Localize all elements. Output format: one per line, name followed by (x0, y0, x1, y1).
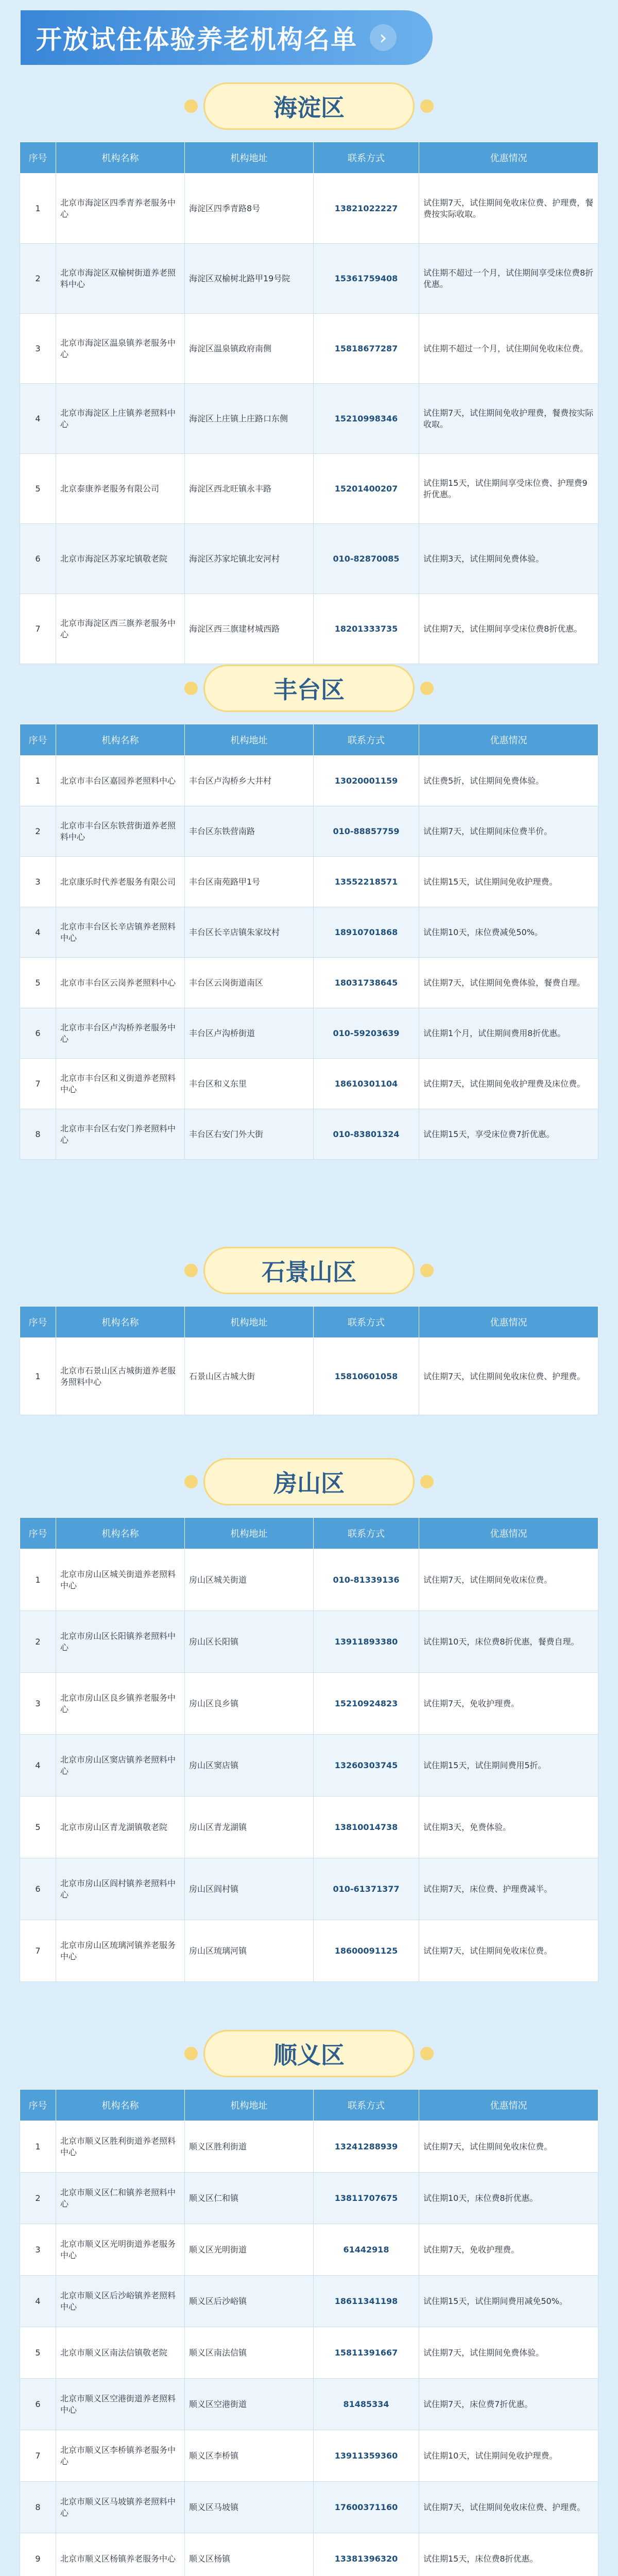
contact-phone[interactable]: 15810601058 (314, 1338, 419, 1415)
row-number: 3 (20, 2224, 56, 2276)
offer-details: 试住期7天，床位费、护理费减半。 (419, 1858, 598, 1920)
row-number: 5 (20, 958, 56, 1008)
institution-name: 北京市房山区城关街道养老照料中心 (56, 1549, 185, 1611)
row-number: 4 (20, 2276, 56, 2327)
institution-name: 北京市丰台区右安门养老照料中心 (56, 1109, 185, 1160)
table-header-row (20, 2090, 598, 2121)
column-header: 优惠情况 (419, 2090, 598, 2121)
contact-phone[interactable]: 13552218571 (314, 857, 419, 907)
offer-details: 试住期7天，试住期间免收护理费及床位费。 (419, 1059, 598, 1109)
table-row (20, 2379, 598, 2430)
contact-phone[interactable]: 010-81339136 (314, 1549, 419, 1611)
institution-name: 北京市丰台区东铁营街道养老照料中心 (56, 806, 185, 857)
column-header: 序号 (20, 2090, 56, 2121)
column-header: 优惠情况 (419, 1518, 598, 1549)
offer-details: 试住期3天，免费体验。 (419, 1797, 598, 1858)
institution-address: 丰台区长辛店镇朱家坟村 (185, 907, 314, 958)
row-number: 2 (20, 2173, 56, 2224)
column-header: 联系方式 (314, 1307, 419, 1338)
column-header: 优惠情况 (419, 142, 598, 174)
contact-phone[interactable]: 15201400207 (314, 454, 419, 524)
column-header: 机构地址 (185, 724, 314, 756)
contact-phone[interactable]: 13811707675 (314, 2173, 419, 2224)
institution-address: 丰台区南苑路甲1号 (185, 857, 314, 907)
institution-name: 北京市顺义区后沙峪镇养老照料中心 (56, 2276, 185, 2327)
offer-details: 试住期3天，试住期间免费体验。 (419, 524, 598, 594)
district-title: 丰台区 (203, 665, 415, 712)
offer-details: 试住期不超过一个月，试住期间免收床位费。 (419, 314, 598, 384)
table-row (20, 1797, 598, 1858)
row-number: 2 (20, 1611, 56, 1673)
row-number: 4 (20, 1735, 56, 1797)
column-header: 机构地址 (185, 142, 314, 174)
contact-phone[interactable]: 15361759408 (314, 244, 419, 314)
district-table (20, 2089, 598, 2576)
column-header: 机构名称 (56, 1307, 185, 1338)
table-row (20, 1109, 598, 1160)
table-row (20, 2482, 598, 2533)
offer-details: 试住期不超过一个月，试住期间享受床位费8折优惠。 (419, 244, 598, 314)
institution-name: 北京市房山区窦店镇养老照料中心 (56, 1735, 185, 1797)
offer-details: 试住期10天，试住期间免收护理费。 (419, 2430, 598, 2482)
row-number: 3 (20, 857, 56, 907)
table-row (20, 1858, 598, 1920)
column-header: 机构名称 (56, 1518, 185, 1549)
offer-details: 试住期7天，床位费7折优惠。 (419, 2379, 598, 2430)
table-row (20, 2430, 598, 2482)
offer-details: 试住期10天，床位费8折优惠，餐费自理。 (419, 1611, 598, 1673)
row-number: 7 (20, 1920, 56, 1982)
institution-table (20, 1517, 598, 1982)
table-row (20, 2533, 598, 2576)
offer-details: 试住期7天，试住期间床位费半价。 (419, 806, 598, 857)
institution-address: 顺义区空港街道 (185, 2379, 314, 2430)
column-header: 联系方式 (314, 724, 419, 756)
institution-address: 石景山区古城大街 (185, 1338, 314, 1415)
district-table (20, 142, 598, 664)
table-row (20, 1673, 598, 1735)
institution-name: 北京市海淀区苏家坨镇敬老院 (56, 524, 185, 594)
table-row (20, 1920, 598, 1982)
column-header: 联系方式 (314, 1518, 419, 1549)
row-number: 6 (20, 2379, 56, 2430)
institution-address: 顺义区后沙峪镇 (185, 2276, 314, 2327)
table-row (20, 2224, 598, 2276)
contact-phone[interactable]: 18031738645 (314, 958, 419, 1008)
table-row (20, 1008, 598, 1059)
page-title: 开放试住体验养老机构名单 (36, 25, 357, 55)
table-row (20, 806, 598, 857)
contact-phone[interactable]: 15210998346 (314, 384, 419, 454)
row-number: 8 (20, 1109, 56, 1160)
offer-details: 试住期1个月，试住期间费用8折优惠。 (419, 1008, 598, 1059)
institution-name: 北京市丰台区和义街道养老照料中心 (56, 1059, 185, 1109)
contact-phone[interactable]: 18910701868 (314, 907, 419, 958)
institution-name: 北京市顺义区胜利街道养老照料中心 (56, 2121, 185, 2173)
row-number: 6 (20, 524, 56, 594)
row-number: 7 (20, 1059, 56, 1109)
institution-name: 北京市石景山区古城街道养老服务照料中心 (56, 1338, 185, 1415)
institution-address: 房山区青龙湖镇 (185, 1797, 314, 1858)
table-row (20, 174, 598, 244)
institution-name: 北京市房山区琉璃河镇养老服务中心 (56, 1920, 185, 1982)
district-table (20, 1517, 598, 1982)
table-row (20, 958, 598, 1008)
district-title: 顺义区 (203, 2030, 415, 2077)
institution-address: 房山区琉璃河镇 (185, 1920, 314, 1982)
offer-details: 试住期10天，床位费8折优惠。 (419, 2173, 598, 2224)
institution-address: 丰台区东铁营南路 (185, 806, 314, 857)
table-row (20, 524, 598, 594)
institution-address: 海淀区双榆树北路甲19号院 (185, 244, 314, 314)
institution-name: 北京泰康养老服务有限公司 (56, 454, 185, 524)
column-header: 序号 (20, 1518, 56, 1549)
table-row (20, 244, 598, 314)
table-row (20, 1611, 598, 1673)
contact-phone[interactable]: 13911359360 (314, 2430, 419, 2482)
institution-address: 房山区长阳镇 (185, 1611, 314, 1673)
offer-details: 试住期15天，试住期间免收护理费。 (419, 857, 598, 907)
table-row (20, 1338, 598, 1415)
institution-table (20, 724, 598, 1160)
district-title: 石景山区 (203, 1247, 415, 1294)
column-header: 优惠情况 (419, 724, 598, 756)
row-number: 4 (20, 907, 56, 958)
district-table (20, 724, 598, 1160)
institution-address: 海淀区苏家坨镇北安河村 (185, 524, 314, 594)
institution-name: 北京市顺义区杨镇养老服务中心 (56, 2533, 185, 2576)
contact-phone[interactable]: 18610301104 (314, 1059, 419, 1109)
column-header: 联系方式 (314, 142, 419, 174)
offer-details: 试住期10天，床位费减免50%。 (419, 907, 598, 958)
table-row (20, 454, 598, 524)
column-header: 序号 (20, 724, 56, 756)
table-header-row (20, 1518, 598, 1549)
institution-name: 北京市房山区长阳镇养老照料中心 (56, 1611, 185, 1673)
column-header: 机构名称 (56, 724, 185, 756)
institution-name: 北京市房山区阎村镇养老照料中心 (56, 1858, 185, 1920)
table-row (20, 857, 598, 907)
offer-details: 试住期7天，试住期间免收床位费。 (419, 1920, 598, 1982)
row-number: 9 (20, 2533, 56, 2576)
row-number: 4 (20, 384, 56, 454)
row-number: 2 (20, 244, 56, 314)
institution-name: 北京市海淀区温泉镇养老服务中心 (56, 314, 185, 384)
institution-address: 丰台区卢沟桥乡大井村 (185, 756, 314, 806)
institution-name: 北京市海淀区双榆树街道养老照料中心 (56, 244, 185, 314)
institution-name: 北京市丰台区卢沟桥养老服务中心 (56, 1008, 185, 1059)
offer-details: 试住期7天，试住期间免费体验。 (419, 2327, 598, 2379)
row-number: 5 (20, 1797, 56, 1858)
district-title: 海淀区 (203, 82, 415, 130)
offer-details: 试住费5折，试住期间免费体验。 (419, 756, 598, 806)
column-header: 优惠情况 (419, 1307, 598, 1338)
institution-name: 北京市顺义区马坡镇养老照料中心 (56, 2482, 185, 2533)
row-number: 6 (20, 1008, 56, 1059)
institution-table (20, 1306, 598, 1415)
column-header: 序号 (20, 142, 56, 174)
row-number: 1 (20, 756, 56, 806)
table-header-row (20, 1307, 598, 1338)
contact-phone[interactable]: 18600091125 (314, 1920, 419, 1982)
offer-details: 试住期7天，试住期间免收床位费、护理费。 (419, 2482, 598, 2533)
row-number: 7 (20, 2430, 56, 2482)
institution-name: 北京市房山区良乡镇养老服务中心 (56, 1673, 185, 1735)
institution-name: 北京市丰台区云岗养老照料中心 (56, 958, 185, 1008)
offer-details: 试住期7天，免收护理费。 (419, 2224, 598, 2276)
row-number: 3 (20, 1673, 56, 1735)
institution-address: 顺义区仁和镇 (185, 2173, 314, 2224)
column-header: 联系方式 (314, 2090, 419, 2121)
column-header: 机构名称 (56, 142, 185, 174)
contact-phone[interactable]: 13381396320 (314, 2533, 419, 2576)
institution-name: 北京市海淀区西三旗养老服务中心 (56, 594, 185, 664)
offer-details: 试住期15天，试住期间享受床位费、护理费9折优惠。 (419, 454, 598, 524)
institution-name: 北京市顺义区光明街道养老服务中心 (56, 2224, 185, 2276)
offer-details: 试住期15天，享受床位费7折优惠。 (419, 1109, 598, 1160)
institution-address: 顺义区南法信镇 (185, 2327, 314, 2379)
row-number: 2 (20, 806, 56, 857)
row-number: 7 (20, 594, 56, 664)
contact-phone[interactable]: 15210924823 (314, 1673, 419, 1735)
contact-phone[interactable]: 13241288939 (314, 2121, 419, 2173)
contact-phone[interactable]: 010-61371377 (314, 1858, 419, 1920)
contact-phone[interactable]: 010-83801324 (314, 1109, 419, 1160)
table-row (20, 384, 598, 454)
column-header: 机构地址 (185, 2090, 314, 2121)
contact-phone[interactable]: 13821022227 (314, 174, 419, 244)
contact-phone[interactable]: 17600371160 (314, 2482, 419, 2533)
institution-name: 北京市房山区青龙湖镇敬老院 (56, 1797, 185, 1858)
offer-details: 试住期15天，试住期间费用5折。 (419, 1735, 598, 1797)
contact-phone[interactable]: 13020001159 (314, 756, 419, 806)
institution-table (20, 142, 598, 664)
institution-address: 房山区城关街道 (185, 1549, 314, 1611)
institution-name: 北京市顺义区李桥镇养老服务中心 (56, 2430, 185, 2482)
institution-address: 丰台区云岗街道南区 (185, 958, 314, 1008)
offer-details: 试住期7天，试住期间免收床位费。 (419, 2121, 598, 2173)
offer-details: 试住期7天，试住期间享受床位费8折优惠。 (419, 594, 598, 664)
offer-details: 试住期7天，试住期间免费体验，餐费自理。 (419, 958, 598, 1008)
contact-phone[interactable]: 81485334 (314, 2379, 419, 2430)
institution-name: 北京市顺义区南法信镇敬老院 (56, 2327, 185, 2379)
institution-address: 顺义区李桥镇 (185, 2430, 314, 2482)
institution-address: 海淀区温泉镇政府南侧 (185, 314, 314, 384)
table-row (20, 756, 598, 806)
row-number: 5 (20, 454, 56, 524)
institution-name: 北京市丰台区长辛店镇养老照料中心 (56, 907, 185, 958)
row-number: 1 (20, 1338, 56, 1415)
table-row (20, 314, 598, 384)
institution-address: 房山区窦店镇 (185, 1735, 314, 1797)
contact-phone[interactable]: 010-59203639 (314, 1008, 419, 1059)
table-row (20, 594, 598, 664)
table-row (20, 2121, 598, 2173)
district-title: 房山区 (203, 1458, 415, 1505)
institution-name: 北京市顺义区仁和镇养老照料中心 (56, 2173, 185, 2224)
institution-address: 丰台区和义东里 (185, 1059, 314, 1109)
chevron-right-icon[interactable]: › (370, 24, 397, 51)
column-header: 机构名称 (56, 2090, 185, 2121)
contact-phone[interactable]: 15811391667 (314, 2327, 419, 2379)
contact-phone[interactable]: 13911893380 (314, 1611, 419, 1673)
institution-address: 海淀区西北旺镇永丰路 (185, 454, 314, 524)
table-row (20, 2276, 598, 2327)
offer-details: 试住期7天，免收护理费。 (419, 1673, 598, 1735)
contact-phone[interactable]: 010-82870085 (314, 524, 419, 594)
institution-name: 北京市顺义区空港街道养老照料中心 (56, 2379, 185, 2430)
offer-details: 试住期7天，试住期间免收护理费，餐费按实际收取。 (419, 384, 598, 454)
table-header-row (20, 724, 598, 756)
table-row (20, 2327, 598, 2379)
institution-address: 顺义区马坡镇 (185, 2482, 314, 2533)
institution-address: 顺义区胜利街道 (185, 2121, 314, 2173)
district-table (20, 1306, 598, 1415)
institution-address: 顺义区光明街道 (185, 2224, 314, 2276)
offer-details: 试住期7天，试住期间免收床位费、护理费，餐费按实际收取。 (419, 174, 598, 244)
institution-name: 北京市海淀区四季青养老服务中心 (56, 174, 185, 244)
row-number: 3 (20, 314, 56, 384)
table-row (20, 1059, 598, 1109)
row-number: 1 (20, 1549, 56, 1611)
row-number: 8 (20, 2482, 56, 2533)
institution-address: 海淀区四季青路8号 (185, 174, 314, 244)
contact-phone[interactable]: 18201333735 (314, 594, 419, 664)
institution-address: 房山区良乡镇 (185, 1673, 314, 1735)
institution-name: 北京康乐时代养老服务有限公司 (56, 857, 185, 907)
institution-address: 丰台区卢沟桥街道 (185, 1008, 314, 1059)
institution-address: 海淀区西三旗建材城西路 (185, 594, 314, 664)
institution-name: 北京市丰台区嘉园养老照料中心 (56, 756, 185, 806)
row-number: 5 (20, 2327, 56, 2379)
table-header-row (20, 142, 598, 174)
table-row (20, 1735, 598, 1797)
institution-table (20, 2089, 598, 2576)
contact-phone[interactable]: 13260303745 (314, 1735, 419, 1797)
offer-details: 试住期7天，试住期间免收床位费、护理费。 (419, 1338, 598, 1415)
institution-name: 北京市海淀区上庄镇养老照料中心 (56, 384, 185, 454)
institution-address: 海淀区上庄镇上庄路口东侧 (185, 384, 314, 454)
offer-details: 试住期7天，试住期间免收床位费。 (419, 1549, 598, 1611)
institution-address: 丰台区右安门外大街 (185, 1109, 314, 1160)
contact-phone[interactable]: 010-88857759 (314, 806, 419, 857)
column-header: 序号 (20, 1307, 56, 1338)
row-number: 1 (20, 2121, 56, 2173)
institution-address: 房山区阎村镇 (185, 1858, 314, 1920)
contact-phone[interactable]: 15818677287 (314, 314, 419, 384)
row-number: 1 (20, 174, 56, 244)
institution-address: 顺义区杨镇 (185, 2533, 314, 2576)
contact-phone[interactable]: 18611341198 (314, 2276, 419, 2327)
table-row (20, 2173, 598, 2224)
column-header: 机构地址 (185, 1518, 314, 1549)
table-row (20, 1549, 598, 1611)
page-banner (21, 10, 433, 65)
column-header: 机构地址 (185, 1307, 314, 1338)
contact-phone[interactable]: 61442918 (314, 2224, 419, 2276)
contact-phone[interactable]: 13810014738 (314, 1797, 419, 1858)
offer-details: 试住期15天，试住期间费用减免50%。 (419, 2276, 598, 2327)
offer-details: 试住期15天，床位费8折优惠。 (419, 2533, 598, 2576)
table-row (20, 907, 598, 958)
row-number: 6 (20, 1858, 56, 1920)
